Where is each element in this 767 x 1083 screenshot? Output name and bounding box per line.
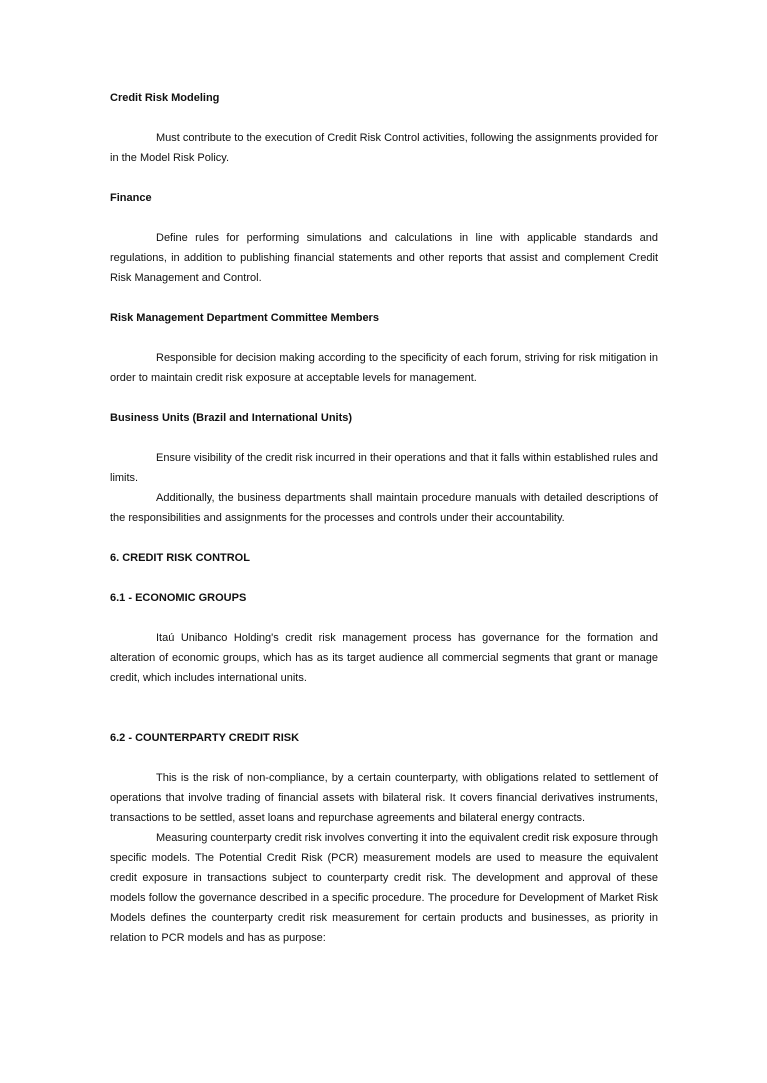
heading-credit-risk-modeling: Credit Risk Modeling — [110, 92, 220, 104]
heading-counterparty-credit-risk: 6.2 - COUNTERPARTY CREDIT RISK — [110, 732, 300, 744]
heading-economic-groups: 6.1 - ECONOMIC GROUPS — [110, 592, 247, 604]
paragraph-finance: Define rules for performing simulations and calculations in line with applicable standards and regulations, in addition to publishing financial statements and other reports that assist and complement Credit Risk Management and Control. — [110, 232, 658, 284]
heading-credit-risk-control: 6. CREDIT RISK CONTROL — [110, 552, 250, 564]
paragraph-economic-groups: Itaú Unibanco Holding's credit risk management process has governance for the formation and alteration of economic groups, which has as its target audience all commercial segments that grant or manage credit, which includes international units. — [110, 632, 658, 684]
heading-finance: Finance — [110, 192, 152, 204]
paragraph-counterparty-2: Measuring counterparty credit risk involves converting it into the equivalent credit risk exposure through specific models. The Potential Credit Risk (PCR) measurement models are used to measure the equivalent credit exposure in transactions subject to counterparty credit risk. The development and approval of these models follow the governance described in a specific procedure. The procedure for Development of Market Risk Models defines the counterparty credit risk measurement for certain products and businesses, as priority in relation to PCR models and has as purpose: — [110, 832, 658, 944]
heading-committee-members: Risk Management Department Committee Members — [110, 312, 379, 324]
document-body — [110, 88, 658, 948]
paragraph-counterparty-1: This is the risk of non-compliance, by a certain counterparty, with obligations related to settlement of operations that involve trading of financial assets with bilateral risk. It covers financial derivatives instruments, transactions to be settled, asset loans and repurchase agreements and bilateral energy contracts. — [110, 772, 658, 824]
paragraph-business-units-2: Additionally, the business departments shall maintain procedure manuals with detailed descriptions of the responsibilities and assignments for the processes and controls under their accountability. — [110, 492, 658, 524]
paragraph-credit-risk-modeling: Must contribute to the execution of Credit Risk Control activities, following the assignments provided for in the Model Risk Policy. — [110, 132, 658, 164]
heading-business-units: Business Units (Brazil and International Units) — [110, 412, 353, 424]
paragraph-committee-members: Responsible for decision making according to the specificity of each forum, striving for risk mitigation in order to maintain credit risk exposure at acceptable levels for management. — [110, 352, 658, 384]
paragraph-business-units-1: Ensure visibility of the credit risk incurred in their operations and that it falls within established rules and limits. — [110, 452, 658, 484]
